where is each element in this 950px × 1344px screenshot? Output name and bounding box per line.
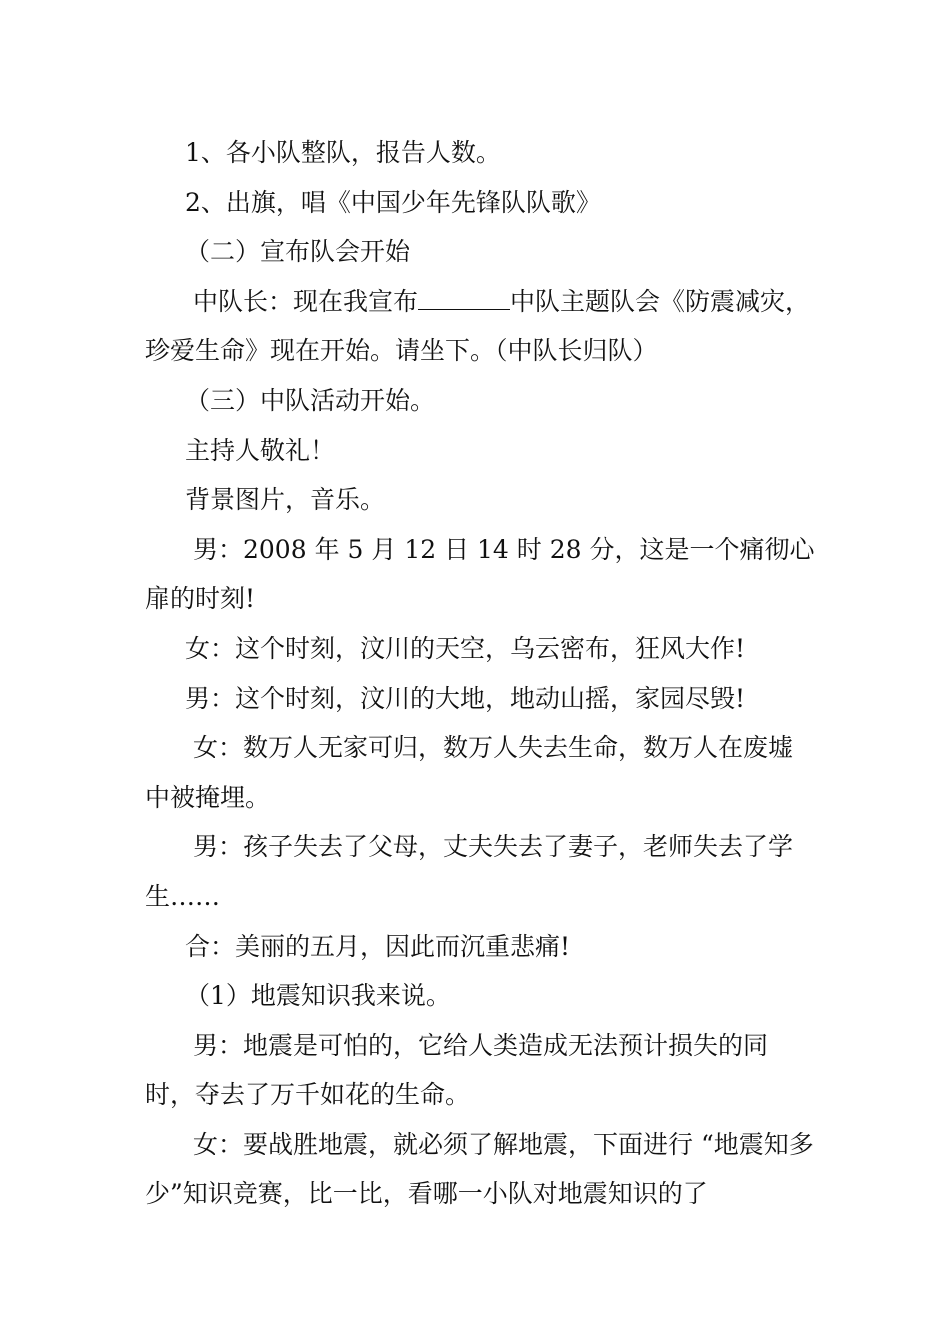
paragraph-4-before: 中队长：现在我宣布 [193, 286, 419, 316]
paragraph-6: 主持人敬礼！ [185, 435, 336, 465]
paragraph-14: （1）地震知识我来说。 [185, 981, 451, 1011]
paragraph-16: 女：要战胜地震，就必须了解地震，下面进行 “地震知多少”知识竞赛，比一比，看哪一小队对地震知识的了 [145, 1129, 814, 1209]
paragraph-8: 男：2008 年 5 月 12 日 14 时 28 分，这是一个痛彻心扉的时刻! [145, 534, 815, 614]
paragraph-12: 男：孩子失去了父母，丈夫失去了妻子，老师失去了学生…… [145, 832, 794, 911]
fill-in-blank [418, 287, 510, 310]
document-body [145, 128, 815, 1219]
paragraph-1: 1、各小队整队，报告人数。 [185, 138, 501, 167]
paragraph-10: 男：这个时刻，汶川的大地，地动山摇，家园尽毁! [185, 683, 746, 713]
paragraph-5: （三）中队活动开始。 [185, 385, 436, 415]
paragraph-15: 男：地震是可怕的，它给人类造成无法预计损失的同时，夺去了万千如花的生命。 [145, 1030, 769, 1110]
paragraph-3: （二）宣布队会开始 [185, 237, 411, 267]
paragraph-13: 合：美丽的五月，因此而沉重悲痛! [185, 931, 571, 961]
paragraph-2: 2、出旗，唱《中国少年先锋队队歌》 [185, 187, 601, 217]
paragraph-7: 背景图片，音乐。 [185, 485, 386, 515]
paragraph-4-after: 中队主题队会《防震减灾，珍爱生命》现在开始。请坐下。（中队长归队） [145, 286, 811, 366]
paragraph-11: 女：数万人无家可归，数万人失去生命，数万人在废墟中被掩埋。 [145, 733, 794, 812]
paragraph-4 [145, 277, 815, 376]
paragraph-9: 女：这个时刻，汶川的天空，乌云密布，狂风大作! [185, 633, 746, 663]
